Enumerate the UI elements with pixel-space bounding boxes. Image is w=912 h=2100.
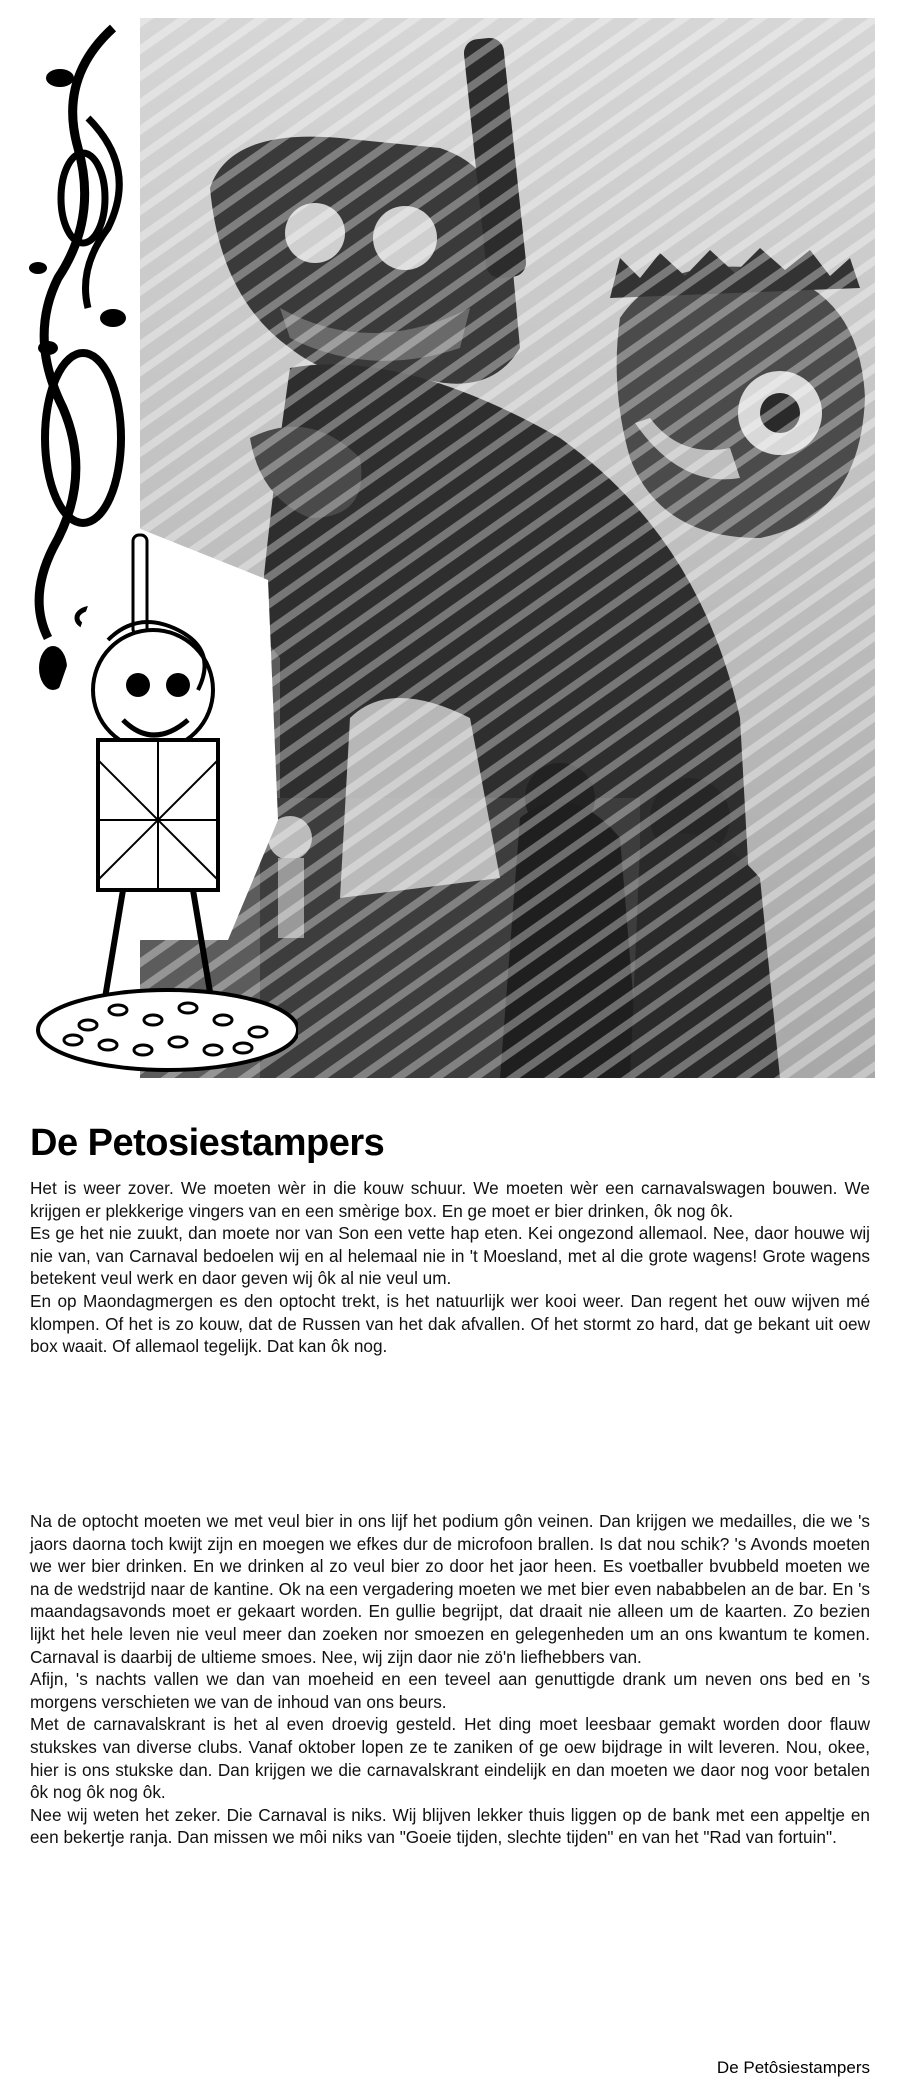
paragraph: Es ge het nie zuukt, dan moete nor van Son een vette hap eten. Kei ongezond allemaol. Nee, daor houwe wij nie van, van Carnaval bedoelen wij en al helemaal nie in 't Moesland, met al die grote wagens! Grote wagens betekent veul werk en daor geven wij ôk al nie veul um. bbox=[30, 1223, 870, 1289]
article-body-part-1 bbox=[30, 1177, 870, 1358]
paragraph: Met de carnavalskrant is het al even droevig gesteld. Het ding moet leesbaar gemakt worden door flauw stukskes van diverse clubs. Vanaf oktober lopen ze te zaniken of ge oew bijdrage in wilt leveren. Nou, okee, hier is ons stukske dan. Dan krijgen we die carnavalskrant eindelijk en dan moeten we daor nog voor betalen ôk nog ôk nog ôk. bbox=[30, 1714, 870, 1803]
paragraph: Het is weer zover. We moeten wèr in die kouw schuur. We moeten wèr een carnavalswagen bouwen. We krijgen er plekkerige vingers van en een smèrige box. En ge moet er bier drinken, ôk nog ôk. bbox=[30, 1178, 870, 1221]
paragraph: En op Maondagmergen es den optocht trekt, is het natuurlijk wer kooi weer. Dan regent het ouw wijven mé klompen. Of het is zo kouw, dat de Russen van het dak afvallen. Of het stormt zo hard, dat ge bekant uit oew box waait. Of allemaol tegelijk. Dat kan ôk nog. bbox=[30, 1290, 870, 1357]
clown-drawing bbox=[28, 520, 298, 1080]
paragraph: Afijn, 's nachts vallen we dan van moeheid en een teveel aan genuttigde drank um neven ons bed en 's morgens verschieten we van de inhoud van ons beurs. bbox=[30, 1669, 870, 1712]
paragraph: Na de optocht moeten we met veul bier in ons lijf het podium gôn veinen. Dan krijgen we medailles, die we 's jaors daorna toch kwijt zijn en moegen we efkes dur de microfoon brallen. Is dat nou schik? 's Avonds moeten we wer bier drinken. En we drinken al zo veul bier zo door het jaor heen. Es voetballer bvubbeld moeten we na de wedstrijd naar de kantine. Ok na een vergadering moeten we met bier even nababbelen an de bar. En 's maandagsavonds moet er gekaart worden. En gullie begrijpt, dat draait nie alleen um de kaarten. Zo bezien lijkt het hele leven nie veul meer dan zoeken nor smoezen en gelegenheden um an ons kwantum te komen. Carnaval is daarbij de ultieme smoes. Nee, wij zijn daor nie zö'n liefhebbers van. bbox=[30, 1511, 870, 1667]
article-signature: De Petôsiestampers bbox=[716, 2058, 870, 2077]
article-body-part-2 bbox=[30, 1510, 870, 1849]
paragraph: Nee wij weten het zeker. Die Carnaval is niks. Wij blijven lekker thuis liggen op de bank met een appeltje en een bekertje ranja. Dan missen we môi niks van "Goeie tijden, slechte tijden" en van het "Rad van fortuin". bbox=[30, 1804, 870, 1848]
article-title: De Petosiestampers bbox=[30, 1122, 385, 1164]
